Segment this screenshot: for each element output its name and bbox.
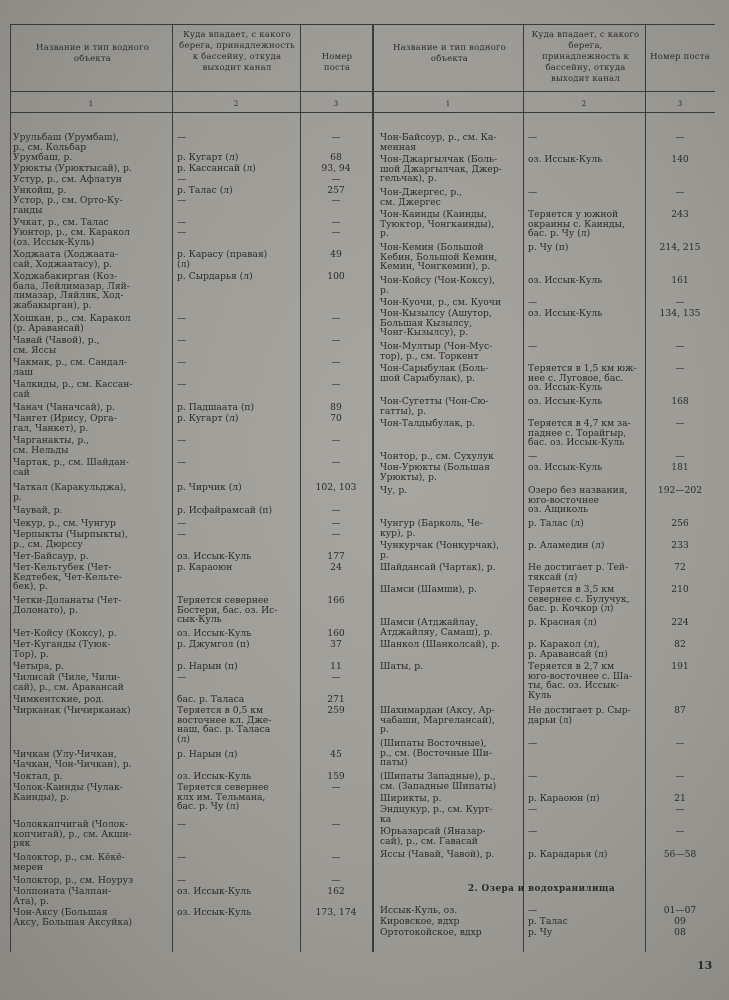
- right-post-cell: —: [675, 132, 685, 143]
- left-flows-cell: —: [177, 132, 187, 143]
- right-flows-cell: р. Карадарья (л): [528, 849, 608, 860]
- lake-name-cell: Иссык-Куль, оз.: [380, 905, 458, 916]
- right-post-cell: —: [675, 804, 685, 815]
- right-flows-cell: Не достигает р. Сыр- дарьи (л): [528, 705, 631, 726]
- left-name-cell: Чекур, р., см. Чунгур: [13, 518, 116, 529]
- left-flows-cell: —: [177, 313, 187, 324]
- rule-top: [10, 24, 715, 25]
- left-post-cell: 100: [327, 271, 345, 282]
- left-header-name: Название и тип водного объекта: [35, 43, 150, 64]
- left-name-cell: Урульбаш (Урумбаш), р., см. Кольбар: [13, 132, 119, 153]
- left-flows-cell: —: [177, 217, 187, 228]
- left-flows-cell: —: [177, 875, 187, 886]
- right-post-cell: 191: [671, 661, 689, 672]
- right-post-cell: —: [675, 826, 685, 837]
- right-name-cell: Чон-Мултыр (Чон-Мус- тор), р., см. Торкент: [380, 341, 493, 362]
- right-name-cell: Чон-Джергес, р., см. Джергес: [380, 187, 463, 208]
- left-post-cell: —: [331, 227, 341, 238]
- left-flows-cell: —: [177, 435, 187, 446]
- right-name-cell: Шайдансай (Чартак), р.: [380, 562, 496, 573]
- right-post-cell: 256: [671, 518, 689, 529]
- left-post-cell: —: [331, 174, 341, 185]
- left-post-cell: 49: [330, 249, 342, 260]
- right-post-cell: —: [675, 297, 685, 308]
- right-post-cell: —: [675, 187, 685, 198]
- left-name-cell: Чавай (Чавой), р., см. Яссы: [13, 335, 100, 356]
- rule-left-c1: [172, 24, 173, 952]
- left-name-cell: Чичкан (Улу-Чичкан, Чачкан, Чон-Чичкан), р.: [13, 749, 132, 770]
- right-colnum-3: 3: [677, 100, 683, 108]
- right-post-cell: 192—202: [657, 485, 703, 496]
- lake-flows-cell: р. Талас: [528, 916, 568, 927]
- left-name-cell: Чирканак (Чичирканак): [13, 705, 131, 716]
- left-post-cell: —: [331, 782, 341, 793]
- left-post-cell: 68: [330, 152, 342, 163]
- left-flows-cell: —: [177, 529, 187, 540]
- left-name-cell: Чимкентские, род.: [13, 694, 105, 705]
- right-post-cell: —: [675, 363, 685, 374]
- right-name-cell: Шахимардан (Аксу, Ар- чабаши, Маргелансай), р.: [380, 705, 495, 736]
- left-name-cell: Чолоктор, р., см. Ноуруз: [13, 875, 134, 886]
- left-name-cell: Чанач (Чаначсай), р.: [13, 402, 115, 413]
- right-name-cell: Шаты, р.: [380, 661, 423, 672]
- lake-name-cell: Кировское, вдхр: [380, 916, 460, 927]
- right-post-cell: —: [675, 418, 685, 429]
- lake-post-cell: 09: [674, 916, 686, 927]
- left-post-cell: 89: [330, 402, 342, 413]
- left-post-cell: —: [331, 457, 341, 468]
- right-flows-cell: Не достигает р. Тей- тяксай (л): [528, 562, 629, 583]
- left-flows-cell: р. Талас (л): [177, 185, 233, 196]
- left-name-cell: Чарганакты, р., см. Нельды: [13, 435, 90, 456]
- left-flows-cell: Теряется севернее Бостери, бас. оз. Ис- сык-Куль: [177, 595, 278, 626]
- left-flows-cell: бас. р. Таласа: [177, 694, 245, 705]
- left-flows-cell: р. Сырдарья (л): [177, 271, 253, 282]
- left-name-cell: Уюнтор, р., см. Каракол (оз. Иссык-Куль): [13, 227, 130, 248]
- right-post-cell: —: [675, 451, 685, 462]
- right-name-cell: Юрьазарсай (Яназар- сай), р., см. Гавасай: [380, 826, 486, 847]
- left-flows-cell: —: [177, 195, 187, 206]
- left-name-cell: Чон-Аксу (Большая Аксу, Большая Аксуйка): [13, 907, 133, 928]
- right-name-cell: Чу, р.: [380, 485, 408, 496]
- right-post-cell: 82: [674, 639, 686, 650]
- left-flows-cell: —: [177, 457, 187, 468]
- left-name-cell: Четки-Доланаты (Чет- Долонато), р.: [13, 595, 122, 616]
- left-flows-cell: оз. Иссык-Куль: [177, 771, 252, 782]
- right-name-cell: Чон-Каинды (Каинды, Туюктор, Чонгкаинды), р.: [380, 209, 495, 240]
- right-flows-cell: —: [528, 738, 538, 749]
- right-flows-cell: —: [528, 341, 538, 352]
- right-flows-cell: —: [528, 771, 538, 782]
- right-name-cell: Чон-Койсу (Чон-Коксу), р.: [380, 275, 495, 296]
- right-flows-cell: Теряется в 4,7 км за- паднее с. Торайгыр, бас. оз. Иссык-Куль: [528, 418, 631, 449]
- left-flows-cell: р. Кугарт (л): [177, 413, 239, 424]
- left-post-cell: —: [331, 335, 341, 346]
- left-post-cell: 160: [327, 628, 345, 639]
- left-post-cell: —: [331, 819, 341, 830]
- left-post-cell: 102, 103: [315, 482, 357, 493]
- rule-right-c1: [523, 24, 524, 952]
- left-name-cell: Чет-Койсу (Коксу), р.: [13, 628, 117, 639]
- left-post-cell: 11: [330, 661, 342, 672]
- right-flows-cell: —: [528, 804, 538, 815]
- right-header-flows: Куда впадает, с какого берега, принадлежность к бассейну, откуда выходит канал: [531, 30, 640, 84]
- left-flows-cell: оз. Иссык-Куль: [177, 907, 252, 918]
- left-post-cell: 159: [327, 771, 345, 782]
- right-header-post: Номер поста: [650, 52, 710, 62]
- left-name-cell: Урумбаш, р.: [13, 152, 73, 163]
- right-name-cell: Яссы (Чавай, Чавой), р.: [380, 849, 495, 860]
- left-post-cell: 257: [327, 185, 345, 196]
- section-subheading: 2. Озера и водохранилища: [468, 884, 615, 894]
- left-flows-cell: оз. Иссык-Куль: [177, 886, 252, 897]
- left-post-cell: 93, 94: [321, 163, 351, 174]
- right-flows-cell: р. Талас (л): [528, 518, 584, 529]
- right-name-cell: Чон-Байсоур, р., см. Ка- менная: [380, 132, 497, 153]
- left-post-cell: —: [331, 875, 341, 886]
- right-post-cell: 214, 215: [659, 242, 701, 253]
- left-post-cell: 271: [327, 694, 345, 705]
- right-flows-cell: р. Красная (л): [528, 617, 597, 628]
- left-post-cell: 24: [330, 562, 342, 573]
- right-post-cell: 224: [671, 617, 689, 628]
- right-post-cell: —: [675, 738, 685, 749]
- left-post-cell: —: [331, 313, 341, 324]
- left-flows-cell: р. Кугарт (л): [177, 152, 239, 163]
- left-post-cell: —: [331, 672, 341, 683]
- left-post-cell: 259: [327, 705, 345, 716]
- right-name-cell: Чон-Сугетты (Чон-Сю- гатты), р.: [380, 396, 489, 417]
- left-flows-cell: —: [177, 335, 187, 346]
- left-colnum-1: 1: [88, 100, 94, 108]
- right-name-cell: Чункурчак (Чонкурчак), р.: [380, 540, 500, 561]
- left-name-cell: Чилисай (Чиле, Чили- сай), р., см. Аравансай: [13, 672, 124, 693]
- right-colnum-1: 1: [445, 100, 451, 108]
- left-post-cell: —: [331, 132, 341, 143]
- left-post-cell: —: [331, 195, 341, 206]
- rule-right-c2: [645, 24, 646, 952]
- rule-center: [372, 24, 374, 952]
- left-flows-cell: —: [177, 672, 187, 683]
- right-flows-cell: оз. Иссык-Куль: [528, 308, 603, 319]
- left-header-post: Номер поста: [321, 52, 353, 73]
- right-post-cell: 56—58: [663, 849, 697, 860]
- right-name-cell: Шамси (Атджайлау, Атджайляу, Самаш), р.: [380, 617, 493, 638]
- left-name-cell: Чолок-Каинды (Чулак- Каинды), р.: [13, 782, 123, 803]
- left-flows-cell: —: [177, 379, 187, 390]
- left-flows-cell: —: [177, 819, 187, 830]
- left-name-cell: Урюкты (Урюктысай), р.: [13, 163, 132, 174]
- right-flows-cell: —: [528, 187, 538, 198]
- right-name-cell: Чунгур (Барколь, Че- кур), р.: [380, 518, 483, 539]
- left-flows-cell: оз. Иссык-Куль: [177, 551, 252, 562]
- left-name-cell: Хошкан, р., см. Каракол (р. Аравансай): [13, 313, 131, 334]
- lake-flows-cell: р. Чу: [528, 927, 553, 938]
- left-name-cell: Чартак, р., см. Шайдан- сай: [13, 457, 129, 478]
- left-name-cell: Чаткал (Каракульджа), р.: [13, 482, 127, 503]
- rule-left-edge: [10, 24, 11, 952]
- right-name-cell: (Шипаты Восточные), р., см. (Восточные Ши- паты): [380, 738, 492, 769]
- right-post-cell: 210: [671, 584, 689, 595]
- left-header-flows: Куда впадает, с какого берега, принадлежность к бассейну, откуда выходит канал: [179, 30, 295, 73]
- right-post-cell: 168: [671, 396, 689, 407]
- left-name-cell: Чет-Куганды (Туюк- Тор), р.: [13, 639, 111, 660]
- right-flows-cell: р. Аламедин (л): [528, 540, 605, 551]
- right-flows-cell: р. Караоюн (п): [528, 793, 600, 804]
- right-name-cell: Чон-Талдыбулак, р.: [380, 418, 475, 429]
- left-post-cell: —: [331, 852, 341, 863]
- right-flows-cell: Озеро без названия, юго-восточнее оз. Ащиколь: [528, 485, 628, 516]
- right-name-cell: Шанкол (Шанколсай), р.: [380, 639, 500, 650]
- right-post-cell: —: [675, 771, 685, 782]
- left-name-cell: Чоктал, р.: [13, 771, 63, 782]
- right-flows-cell: —: [528, 297, 538, 308]
- right-post-cell: 161: [671, 275, 689, 286]
- left-flows-cell: —: [177, 852, 187, 863]
- left-post-cell: —: [331, 357, 341, 368]
- right-post-cell: 21: [674, 793, 686, 804]
- left-post-cell: 162: [327, 886, 345, 897]
- right-post-cell: 87: [674, 705, 686, 716]
- right-flows-cell: оз. Иссык-Куль: [528, 396, 603, 407]
- right-post-cell: 243: [671, 209, 689, 220]
- left-post-cell: —: [331, 529, 341, 540]
- right-flows-cell: Теряется у южной окраины с. Каинды, бас. р. Чу (л): [528, 209, 625, 240]
- right-flows-cell: Теряется в 2,7 км юго-восточнее с. Ша- ты, бас. оз. Иссык- Куль: [528, 661, 632, 701]
- right-name-cell: Чонтор, р., см. Сухулук: [380, 451, 494, 462]
- left-name-cell: Ходжаата (Ходжаата- сай, Ходжаатасу), р.: [13, 249, 119, 270]
- right-flows-cell: —: [528, 451, 538, 462]
- right-name-cell: Ширикты, р.: [380, 793, 442, 804]
- left-name-cell: Чакмак, р., см. Сандал- лаш: [13, 357, 128, 378]
- left-flows-cell: р. Карасу (правая) (л): [177, 249, 268, 270]
- left-name-cell: Учкат, р., см. Талас: [13, 217, 109, 228]
- right-flows-cell: Теряется в 1,5 км юж- нее с. Луговое, бас. оз. Иссык-Куль: [528, 363, 637, 394]
- right-name-cell: Чон-Кызылсу (Ашутор, Большая Кызылсу, Чонг-Кызылсу), р.: [380, 308, 492, 339]
- right-name-cell: Эндцукур, р., см. Курт- ка: [380, 804, 493, 825]
- left-flows-cell: Теряется в 0,5 км восточнее кл. Дже- наш, бас. р. Таласа (л): [177, 705, 272, 745]
- left-name-cell: Чолоктор, р., см. Кёкё- мерен: [13, 852, 125, 873]
- left-flows-cell: р. Караоюн: [177, 562, 233, 573]
- left-post-cell: —: [331, 217, 341, 228]
- lake-post-cell: 01—07: [663, 905, 697, 916]
- left-post-cell: 166: [327, 595, 345, 606]
- left-post-cell: —: [331, 435, 341, 446]
- left-flows-cell: р. Нарын (п): [177, 661, 238, 672]
- left-post-cell: —: [331, 379, 341, 390]
- right-flows-cell: оз. Иссык-Куль: [528, 154, 603, 165]
- left-name-cell: Чалкиды, р., см. Кассан- сай: [13, 379, 133, 400]
- right-post-cell: —: [675, 341, 685, 352]
- left-name-cell: Чет-Кельтубек (Чет- Кедтебек, Чет-Кельте- бек), р.: [13, 562, 123, 593]
- left-name-cell: Чолоккапчигай (Чолок- копчигай), р., см. Акши- ряк: [13, 819, 132, 850]
- left-name-cell: Ункойш, р.: [13, 185, 67, 196]
- left-name-cell: Четыра, р.: [13, 661, 64, 672]
- rule-left-c2: [300, 24, 301, 952]
- right-post-cell: 181: [671, 462, 689, 473]
- left-flows-cell: —: [177, 518, 187, 529]
- right-header-name: Название и тип водного объекта: [392, 43, 507, 64]
- left-post-cell: —: [331, 505, 341, 516]
- left-flows-cell: р. Чирчик (л): [177, 482, 242, 493]
- left-post-cell: —: [331, 518, 341, 529]
- left-name-cell: Устур, р., см. Афлатун: [13, 174, 122, 185]
- right-post-cell: 140: [671, 154, 689, 165]
- left-colnum-3: 3: [333, 100, 339, 108]
- rule-colnum-bottom: [10, 112, 715, 113]
- lake-flows-cell: —: [528, 905, 538, 916]
- right-flows-cell: —: [528, 826, 538, 837]
- right-flows-cell: оз. Иссык-Куль: [528, 462, 603, 473]
- right-post-cell: 233: [671, 540, 689, 551]
- right-flows-cell: р. Чу (п): [528, 242, 569, 253]
- left-post-cell: 45: [330, 749, 342, 760]
- left-flows-cell: р. Джумгол (п): [177, 639, 250, 650]
- left-name-cell: Черпыкты (Чырпыкты), р., см. Дюрссу: [13, 529, 128, 550]
- left-flows-cell: р. Исфайрамсай (п): [177, 505, 273, 516]
- right-post-cell: 134, 135: [659, 308, 701, 319]
- left-flows-cell: —: [177, 174, 187, 185]
- left-flows-cell: р. Падшаата (п): [177, 402, 255, 413]
- rule-header-bottom: [10, 91, 715, 92]
- right-flows-cell: Теряется в 3,5 км севернее с. Булучук, бас. р. Кочкор (л): [528, 584, 630, 615]
- right-colnum-2: 2: [581, 100, 587, 108]
- left-flows-cell: —: [177, 357, 187, 368]
- left-post-cell: 70: [330, 413, 342, 424]
- page-number: 13: [697, 959, 713, 972]
- left-post-cell: 173, 174: [315, 907, 357, 918]
- left-name-cell: Чолпоната (Чалпан- Ата), р.: [13, 886, 112, 907]
- lake-name-cell: Ортотокойское, вдхр: [380, 927, 482, 938]
- right-name-cell: Чон-Джаргылчак (Боль- шой Джаргылчак, Джер- гельчак), р.: [380, 154, 502, 185]
- left-flows-cell: оз. Иссык-Куль: [177, 628, 252, 639]
- left-post-cell: 37: [330, 639, 342, 650]
- right-name-cell: Чон-Сарыбулак (Боль- шой Сарыбулак), р.: [380, 363, 489, 384]
- left-post-cell: 177: [327, 551, 345, 562]
- left-colnum-2: 2: [233, 100, 239, 108]
- right-name-cell: Чон-Урюкты (Большая Урюкты), р.: [380, 462, 490, 483]
- left-flows-cell: р. Нарын (л): [177, 749, 238, 760]
- right-name-cell: Шамси (Шамши), р.: [380, 584, 477, 595]
- left-name-cell: Устор, р., см. Орто-Ку- ганды: [13, 195, 123, 216]
- left-name-cell: Чангет (Ирису, Орга- гал, Чанкет), р.: [13, 413, 117, 434]
- left-flows-cell: р. Кассансай (л): [177, 163, 256, 174]
- right-name-cell: Чон-Куочи, р., см. Куочи: [380, 297, 501, 308]
- right-flows-cell: оз. Иссык-Куль: [528, 275, 603, 286]
- left-flows-cell: —: [177, 227, 187, 238]
- left-flows-cell: Теряется севернее клх им. Тельмана, бас. р. Чу (л): [177, 782, 269, 813]
- left-name-cell: Чет-Байсаур, р.: [13, 551, 89, 562]
- right-flows-cell: р. Каракол (л), р. Аравансай (п): [528, 639, 608, 660]
- right-name-cell: (Шипаты Западные), р., см. (Западные Шипаты): [380, 771, 497, 792]
- right-name-cell: Чон-Кемин (Большой Кебин, Большой Кемин, Кемин, Чонгкемин), р.: [380, 242, 498, 273]
- right-post-cell: 72: [674, 562, 686, 573]
- left-name-cell: Ходжабакирган (Коз- бала, Лейлимазар, Ляй- лимазар, Ляйляк, Ход- жабакырган), р.: [13, 271, 130, 311]
- lake-post-cell: 08: [674, 927, 686, 938]
- left-name-cell: Чаувай, р.: [13, 505, 63, 516]
- right-flows-cell: —: [528, 132, 538, 143]
